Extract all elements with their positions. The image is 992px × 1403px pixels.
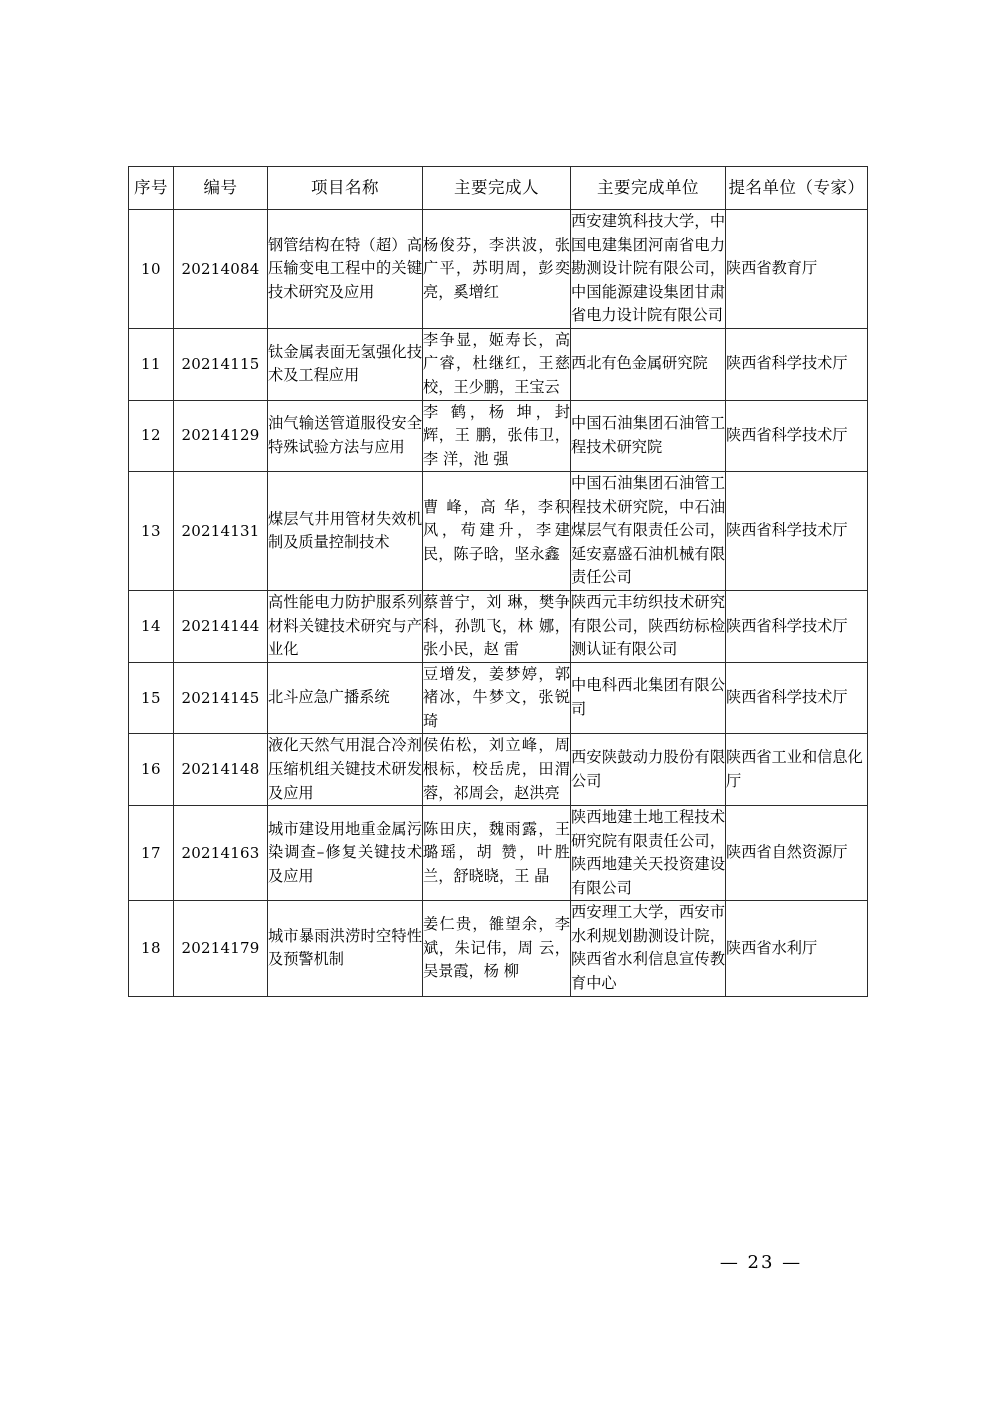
column-header-seq (129, 167, 174, 210)
cell-project-code: 20214144 (174, 591, 268, 663)
table-row (129, 662, 868, 734)
table-row (129, 734, 868, 806)
cell-nominating-unit: 陕西省科学技术厅 (726, 400, 868, 472)
page-footer (0, 1252, 992, 1273)
cell-project-name: 高性能电力防护服系列材料关键技术研究与产业化 (268, 591, 423, 663)
cell-main-contributors: 陈田庆，魏雨露，王璐瑶，胡 赞，叶胜兰，舒晓晓，王 晶 (423, 806, 571, 901)
cell-main-organizations: 西北有色金属研究院 (571, 328, 726, 400)
table-row (129, 400, 868, 472)
cell-sequence-number: 11 (129, 328, 174, 400)
cell-nominating-unit: 陕西省科学技术厅 (726, 328, 868, 400)
cell-nominating-unit: 陕西省科学技术厅 (726, 472, 868, 591)
cell-nominating-unit: 陕西省水利厅 (726, 901, 868, 996)
table-row (129, 210, 868, 329)
award-table (128, 166, 868, 997)
cell-project-name: 北斗应急广播系统 (268, 662, 423, 734)
cell-nominating-unit: 陕西省科学技术厅 (726, 662, 868, 734)
cell-project-name: 城市暴雨洪涝时空特性及预警机制 (268, 901, 423, 996)
cell-nominating-unit: 陕西省自然资源厅 (726, 806, 868, 901)
cell-project-code: 20214131 (174, 472, 268, 591)
cell-main-contributors: 杨俊芬，李洪波，张广平，苏明周，彭奕亮，奚增红 (423, 210, 571, 329)
cell-nominating-unit: 陕西省科学技术厅 (726, 591, 868, 663)
cell-sequence-number: 17 (129, 806, 174, 901)
cell-main-organizations: 中国石油集团石油管工程技术研究院，中石油煤层气有限责任公司，延安嘉盛石油机械有限责任公司 (571, 472, 726, 591)
cell-project-name: 液化天然气用混合冷剂压缩机组关键技术研发及应用 (268, 734, 423, 806)
award-table-container (128, 166, 867, 997)
table-row (129, 901, 868, 996)
cell-main-contributors: 姜仁贵，雒望余，李 斌，朱记伟，周 云，吴景霞，杨 柳 (423, 901, 571, 996)
cell-nominating-unit: 陕西省工业和信息化厅 (726, 734, 868, 806)
column-header-nominator (726, 167, 868, 210)
cell-sequence-number: 15 (129, 662, 174, 734)
column-header-people (423, 167, 571, 210)
cell-main-contributors: 豆增发，姜梦婷，郭褚冰，牛梦文，张锐琦 (423, 662, 571, 734)
table-row (129, 472, 868, 591)
cell-main-contributors: 蔡普宁，刘 琳，樊争科，孙凯飞，林 娜，张小民，赵 雷 (423, 591, 571, 663)
cell-sequence-number: 10 (129, 210, 174, 329)
cell-main-organizations: 中国石油集团石油管工程技术研究院 (571, 400, 726, 472)
column-header-org (571, 167, 726, 210)
column-header-project (268, 167, 423, 210)
page-number: — 23 — (719, 1252, 803, 1273)
cell-sequence-number: 12 (129, 400, 174, 472)
cell-nominating-unit: 陕西省教育厅 (726, 210, 868, 329)
cell-main-organizations: 西安理工大学，西安市水利规划勘测设计院，陕西省水利信息宣传教育中心 (571, 901, 726, 996)
cell-sequence-number: 18 (129, 901, 174, 996)
table-body (129, 210, 868, 997)
column-header-people-label: 主要完成人 (454, 178, 539, 198)
cell-sequence-number: 13 (129, 472, 174, 591)
cell-project-code: 20214148 (174, 734, 268, 806)
column-header-org-label: 主要完成单位 (597, 178, 699, 198)
header-row (129, 167, 868, 210)
cell-main-organizations: 西安建筑科技大学，中国电建集团河南省电力勘测设计院有限公司，中国能源建设集团甘肃省电力设计院有限公司 (571, 210, 726, 329)
column-header-code-label: 编号 (203, 178, 238, 198)
table-row (129, 328, 868, 400)
cell-project-code: 20214163 (174, 806, 268, 901)
cell-project-code: 20214115 (174, 328, 268, 400)
cell-main-contributors: 曹 峰，高 华，李积风，苟建升，李建民，陈子晗，坚永鑫 (423, 472, 571, 591)
table-row (129, 591, 868, 663)
cell-main-organizations: 陕西地建土地工程技术研究院有限责任公司，陕西地建关天投资建设有限公司 (571, 806, 726, 901)
cell-project-code: 20214179 (174, 901, 268, 996)
cell-project-code: 20214084 (174, 210, 268, 329)
cell-project-name: 煤层气井用管材失效机制及质量控制技术 (268, 472, 423, 591)
cell-project-name: 钛金属表面无氢强化技术及工程应用 (268, 328, 423, 400)
cell-main-contributors: 侯佑松，刘立峰，周根标，校岳虎，田渭蓉，祁周会，赵洪亮 (423, 734, 571, 806)
cell-main-organizations: 中电科西北集团有限公司 (571, 662, 726, 734)
column-header-seq-label: 序号 (134, 178, 168, 198)
cell-project-name: 城市建设用地重金属污染调查–修复关键技术及应用 (268, 806, 423, 901)
cell-sequence-number: 16 (129, 734, 174, 806)
cell-main-organizations: 西安陕鼓动力股份有限公司 (571, 734, 726, 806)
table-row (129, 806, 868, 901)
table-header (129, 167, 868, 210)
cell-project-name: 油气输送管道服役安全特殊试验方法与应用 (268, 400, 423, 472)
cell-project-code: 20214145 (174, 662, 268, 734)
cell-project-code: 20214129 (174, 400, 268, 472)
cell-main-organizations: 陕西元丰纺织技术研究有限公司，陕西纺标检测认证有限公司 (571, 591, 726, 663)
cell-main-contributors: 李 鹤，杨 坤，封 辉，王 鹏，张伟卫，李 洋，池 强 (423, 400, 571, 472)
column-header-project-label: 项目名称 (311, 178, 379, 198)
cell-sequence-number: 14 (129, 591, 174, 663)
cell-project-name: 钢管结构在特（超）高压输变电工程中的关键技术研究及应用 (268, 210, 423, 329)
column-header-nominator-label: 提名单位（专家） (728, 178, 865, 198)
column-header-code (174, 167, 268, 210)
cell-main-contributors: 李争显，姬寿长，高广睿，杜继红，王慈校，王少鹏，王宝云 (423, 328, 571, 400)
